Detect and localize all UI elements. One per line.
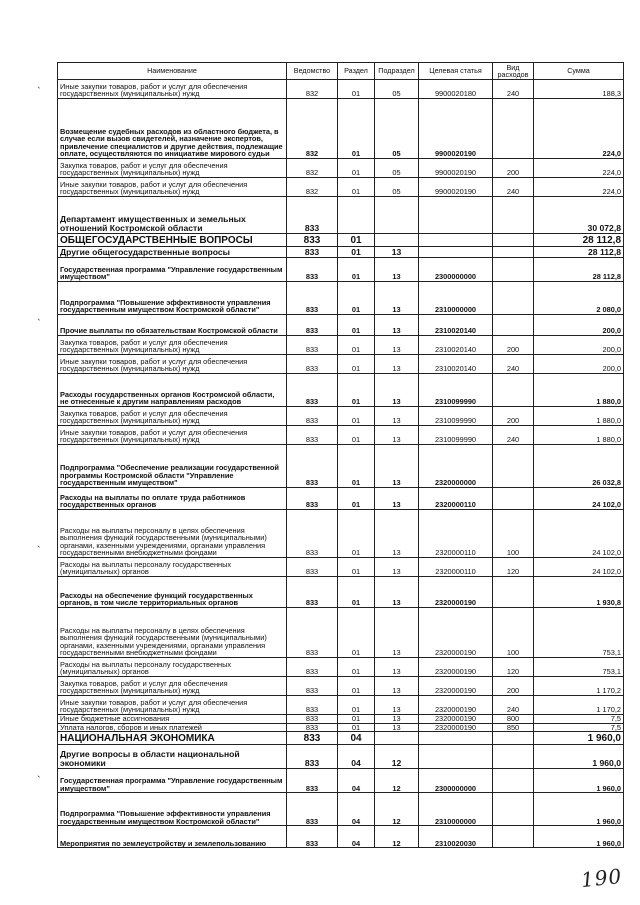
cell-type (493, 769, 534, 793)
cell-dept: 833 (287, 658, 338, 677)
cell-target: 9900020180 (419, 80, 493, 99)
cell-section: 01 (338, 80, 375, 99)
table-row (58, 258, 624, 282)
cell-target: 2320000190 (419, 608, 493, 658)
cell-subsection: 12 (375, 793, 419, 826)
header-dept: Ведомство (287, 63, 338, 80)
cell-subsection: 05 (375, 80, 419, 99)
cell-sum: 1 880,0 (534, 407, 624, 426)
cell-target: 2320000190 (419, 715, 493, 724)
cell-name: Государственная программа "Управление государственным имуществом" (58, 769, 287, 793)
cell-type (493, 315, 534, 336)
cell-sum: 200,0 (534, 355, 624, 374)
cell-target: 2310020140 (419, 315, 493, 336)
cell-dept: 833 (287, 577, 338, 608)
cell-type: 800 (493, 715, 534, 724)
cell-target: 2310099990 (419, 407, 493, 426)
cell-section: 01 (338, 608, 375, 658)
table-row (58, 247, 624, 258)
cell-section: 01 (338, 677, 375, 696)
cell-target: 2310020140 (419, 336, 493, 355)
cell-target: 9900020190 (419, 99, 493, 159)
cell-name: Расходы на выплаты персоналу в целях обеспечения выполнения функций государственными (муниципальными) органами, казенными учреждениями, органами управления государственными внебюджетными фондами (58, 608, 287, 658)
cell-name: Подпрограмма "Обеспечение реализации государственной программы Костромской области "Управление государственным имуществом" (58, 445, 287, 488)
cell-name: Уплата налогов, сборов и иных платежей (58, 723, 287, 732)
cell-target: 2310020030 (419, 826, 493, 848)
cell-section: 01 (338, 336, 375, 355)
cell-dept: 833 (287, 793, 338, 826)
cell-name: Прочие выплаты по обязательствам Костромской области (58, 315, 287, 336)
cell-target: 9900020190 (419, 159, 493, 178)
cell-type (493, 793, 534, 826)
cell-section: 01 (338, 426, 375, 445)
cell-dept: 833 (287, 488, 338, 510)
header-type: Вид расходов (493, 63, 534, 80)
cell-type: 200 (493, 407, 534, 426)
cell-subsection (375, 234, 419, 247)
cell-name: Расходы на выплаты персоналу государственных (муниципальных) органов (58, 658, 287, 677)
cell-dept: 833 (287, 608, 338, 658)
cell-type: 240 (493, 355, 534, 374)
cell-type: 120 (493, 558, 534, 577)
cell-section: 01 (338, 355, 375, 374)
cell-name: Подпрограмма "Повышение эффективности управления государственным имуществом Костромской области" (58, 282, 287, 315)
cell-name: Расходы на выплаты персоналу государственных (муниципальных) органов (58, 558, 287, 577)
cell-subsection: 13 (375, 426, 419, 445)
cell-subsection: 13 (375, 355, 419, 374)
cell-target: 2310099990 (419, 426, 493, 445)
cell-section (338, 197, 375, 234)
cell-sum: 1 960,0 (534, 826, 624, 848)
cell-sum: 24 102,0 (534, 488, 624, 510)
cell-sum: 7,5 (534, 715, 624, 724)
cell-dept: 833 (287, 374, 338, 407)
cell-section: 01 (338, 374, 375, 407)
header-subsection: Подраздел (375, 63, 419, 80)
cell-target (419, 732, 493, 745)
cell-section: 01 (338, 488, 375, 510)
cell-target: 2320000110 (419, 558, 493, 577)
cell-target: 2320000190 (419, 696, 493, 715)
cell-section: 01 (338, 445, 375, 488)
table-row (58, 336, 624, 355)
cell-type: 200 (493, 677, 534, 696)
cell-type: 850 (493, 723, 534, 732)
cell-type (493, 445, 534, 488)
cell-target (419, 234, 493, 247)
cell-section: 01 (338, 723, 375, 732)
handwritten-page-number: 190 (579, 863, 624, 893)
cell-subsection: 13 (375, 510, 419, 558)
cell-sum: 1 880,0 (534, 374, 624, 407)
margin-mark: ` (37, 318, 41, 330)
cell-section: 01 (338, 715, 375, 724)
cell-dept: 833 (287, 407, 338, 426)
cell-type (493, 577, 534, 608)
cell-name: Закупка товаров, работ и услуг для обеспечения государственных (муниципальных) нужд (58, 677, 287, 696)
cell-type: 100 (493, 608, 534, 658)
cell-subsection: 13 (375, 282, 419, 315)
table-row (58, 80, 624, 99)
cell-subsection: 13 (375, 488, 419, 510)
table-row (58, 769, 624, 793)
cell-section: 01 (338, 407, 375, 426)
table-row (58, 282, 624, 315)
cell-dept: 833 (287, 769, 338, 793)
cell-sum: 26 032,8 (534, 445, 624, 488)
cell-subsection: 13 (375, 315, 419, 336)
cell-subsection: 13 (375, 407, 419, 426)
cell-name: Другие вопросы в области национальной экономики (58, 745, 287, 769)
cell-name: Возмещение судебных расходов из областного бюджета, в случае если вызов свидетелей, назначение экспертов, привлечение специалистов и другие действия, подлежащие оплате, осуществляются по инициативе мирового судьи (58, 99, 287, 159)
table-row (58, 374, 624, 407)
cell-subsection: 12 (375, 745, 419, 769)
margin-mark: ` (37, 775, 41, 787)
cell-target: 2320000110 (419, 510, 493, 558)
table-row (58, 407, 624, 426)
cell-section: 04 (338, 793, 375, 826)
table-row (58, 426, 624, 445)
cell-section: 01 (338, 558, 375, 577)
cell-target: 2320000190 (419, 723, 493, 732)
cell-sum: 1 170,2 (534, 696, 624, 715)
cell-section: 01 (338, 282, 375, 315)
cell-section: 04 (338, 732, 375, 745)
cell-type (493, 99, 534, 159)
table-row (58, 510, 624, 558)
cell-target (419, 745, 493, 769)
cell-section: 01 (338, 258, 375, 282)
cell-target: 2310000000 (419, 282, 493, 315)
cell-subsection (375, 197, 419, 234)
cell-type (493, 745, 534, 769)
cell-sum: 753,1 (534, 608, 624, 658)
cell-target: 2300000000 (419, 769, 493, 793)
cell-sum: 200,0 (534, 336, 624, 355)
table-row (58, 793, 624, 826)
cell-sum: 1 930,8 (534, 577, 624, 608)
cell-type (493, 258, 534, 282)
table-row (58, 732, 624, 745)
cell-section: 01 (338, 99, 375, 159)
table-row (58, 99, 624, 159)
cell-dept: 833 (287, 745, 338, 769)
cell-type (493, 247, 534, 258)
cell-subsection: 13 (375, 247, 419, 258)
header-target: Целевая статья (419, 63, 493, 80)
cell-type: 240 (493, 178, 534, 197)
table-row (58, 234, 624, 247)
cell-dept: 833 (287, 315, 338, 336)
cell-target: 2320000000 (419, 445, 493, 488)
cell-dept: 832 (287, 178, 338, 197)
cell-type: 200 (493, 336, 534, 355)
table-header (58, 63, 624, 80)
cell-sum: 28 112,8 (534, 258, 624, 282)
table-row (58, 577, 624, 608)
cell-dept: 833 (287, 234, 338, 247)
cell-subsection: 13 (375, 558, 419, 577)
cell-name: Расходы на обеспечение функций государственных органов, в том числе территориальных органов (58, 577, 287, 608)
cell-name: Государственная программа "Управление государственным имуществом" (58, 258, 287, 282)
cell-type (493, 826, 534, 848)
cell-sum: 224,0 (534, 159, 624, 178)
cell-name: Иные закупки товаров, работ и услуг для обеспечения государственных (муниципальных) нужд (58, 426, 287, 445)
cell-dept: 833 (287, 247, 338, 258)
cell-subsection: 13 (375, 658, 419, 677)
table-row (58, 608, 624, 658)
cell-name: Иные закупки товаров, работ и услуг для обеспечения государственных (муниципальных) нужд (58, 178, 287, 197)
cell-target (419, 197, 493, 234)
cell-subsection: 13 (375, 577, 419, 608)
cell-type: 240 (493, 80, 534, 99)
cell-section: 04 (338, 769, 375, 793)
table-row (58, 178, 624, 197)
cell-sum: 1 960,0 (534, 732, 624, 745)
table-row (58, 658, 624, 677)
cell-subsection: 13 (375, 336, 419, 355)
cell-target: 2320000190 (419, 658, 493, 677)
cell-target (419, 247, 493, 258)
table-row (58, 715, 624, 724)
cell-sum: 2 080,0 (534, 282, 624, 315)
cell-subsection: 13 (375, 608, 419, 658)
cell-type: 120 (493, 658, 534, 677)
cell-target: 2320000190 (419, 577, 493, 608)
cell-sum: 1 170,2 (534, 677, 624, 696)
cell-subsection: 13 (375, 715, 419, 724)
cell-section: 01 (338, 658, 375, 677)
table-row (58, 696, 624, 715)
cell-sum: 28 112,8 (534, 234, 624, 247)
cell-name: Закупка товаров, работ и услуг для обеспечения государственных (муниципальных) нужд (58, 336, 287, 355)
table-row (58, 826, 624, 848)
cell-type (493, 488, 534, 510)
cell-sum: 30 072,8 (534, 197, 624, 234)
cell-type (493, 732, 534, 745)
cell-section: 01 (338, 696, 375, 715)
cell-name: Департамент имущественных и земельных отношений Костромской области (58, 197, 287, 234)
cell-section: 01 (338, 315, 375, 336)
table-row (58, 197, 624, 234)
cell-sum: 753,1 (534, 658, 624, 677)
cell-target: 2310020140 (419, 355, 493, 374)
cell-sum: 224,0 (534, 99, 624, 159)
cell-subsection: 13 (375, 677, 419, 696)
cell-type: 240 (493, 696, 534, 715)
cell-dept: 833 (287, 732, 338, 745)
cell-name: Расходы государственных органов Костромской области, не отнесенные к другим направлениям расходов (58, 374, 287, 407)
cell-name: Иные закупки товаров, работ и услуг для обеспечения государственных (муниципальных) нужд (58, 355, 287, 374)
cell-section: 01 (338, 159, 375, 178)
cell-target: 2300000000 (419, 258, 493, 282)
cell-sum: 188,3 (534, 80, 624, 99)
header-name: Наименование (58, 63, 287, 80)
cell-subsection: 13 (375, 696, 419, 715)
cell-dept: 833 (287, 426, 338, 445)
cell-name: Расходы на выплаты персоналу в целях обеспечения выполнения функций государственными (муниципальными) органами, казенными учреждениями, органами управления государственными внебюджетными фондами (58, 510, 287, 558)
cell-dept: 833 (287, 558, 338, 577)
cell-dept: 833 (287, 677, 338, 696)
cell-sum: 1 960,0 (534, 745, 624, 769)
cell-sum: 28 112,8 (534, 247, 624, 258)
cell-dept: 833 (287, 445, 338, 488)
cell-dept: 833 (287, 282, 338, 315)
cell-section: 01 (338, 510, 375, 558)
cell-dept: 833 (287, 510, 338, 558)
table-row (58, 558, 624, 577)
table-row (58, 677, 624, 696)
cell-section: 01 (338, 247, 375, 258)
cell-dept: 833 (287, 696, 338, 715)
cell-sum: 24 102,0 (534, 510, 624, 558)
margin-mark: ` (37, 86, 41, 98)
cell-type: 200 (493, 159, 534, 178)
cell-subsection: 13 (375, 723, 419, 732)
cell-type (493, 282, 534, 315)
cell-sum: 7,5 (534, 723, 624, 732)
cell-target: 2310000000 (419, 793, 493, 826)
cell-target: 2310099990 (419, 374, 493, 407)
cell-name: ОБЩЕГОСУДАРСТВЕННЫЕ ВОПРОСЫ (58, 234, 287, 247)
cell-section: 01 (338, 178, 375, 197)
cell-name: Мероприятия по землеустройству и землепользованию (58, 826, 287, 848)
cell-dept: 833 (287, 258, 338, 282)
header-section: Раздел (338, 63, 375, 80)
cell-name: Иные закупки товаров, работ и услуг для обеспечения государственных (муниципальных) нужд (58, 696, 287, 715)
cell-section: 01 (338, 577, 375, 608)
cell-name: НАЦИОНАЛЬНАЯ ЭКОНОМИКА (58, 732, 287, 745)
cell-sum: 1 960,0 (534, 793, 624, 826)
table-row (58, 723, 624, 732)
cell-target: 2320000190 (419, 677, 493, 696)
cell-section: 04 (338, 745, 375, 769)
cell-dept: 833 (287, 197, 338, 234)
cell-section: 01 (338, 234, 375, 247)
cell-name: Подпрограмма "Повышение эффективности управления государственным имуществом Костромской области" (58, 793, 287, 826)
cell-name: Иные бюджетные ассигнования (58, 715, 287, 724)
cell-sum: 224,0 (534, 178, 624, 197)
cell-name: Расходы на выплаты по оплате труда работников государственных органов (58, 488, 287, 510)
header-sum: Сумма (534, 63, 624, 80)
cell-subsection: 13 (375, 374, 419, 407)
budget-table (57, 62, 624, 848)
cell-subsection: 13 (375, 258, 419, 282)
cell-subsection: 05 (375, 159, 419, 178)
cell-sum: 1 880,0 (534, 426, 624, 445)
cell-dept: 833 (287, 355, 338, 374)
table-row (58, 159, 624, 178)
cell-dept: 832 (287, 99, 338, 159)
cell-sum: 24 102,0 (534, 558, 624, 577)
cell-dept: 833 (287, 723, 338, 732)
cell-type (493, 374, 534, 407)
cell-type (493, 197, 534, 234)
cell-name: Иные закупки товаров, работ и услуг для обеспечения государственных (муниципальных) нужд (58, 80, 287, 99)
cell-subsection: 12 (375, 769, 419, 793)
cell-type: 240 (493, 426, 534, 445)
cell-name: Закупка товаров, работ и услуг для обеспечения государственных (муниципальных) нужд (58, 407, 287, 426)
table-row (58, 445, 624, 488)
cell-name: Закупка товаров, работ и услуг для обеспечения государственных (муниципальных) нужд (58, 159, 287, 178)
cell-target: 2320000110 (419, 488, 493, 510)
table-row (58, 488, 624, 510)
cell-section: 04 (338, 826, 375, 848)
cell-subsection: 05 (375, 99, 419, 159)
cell-dept: 833 (287, 826, 338, 848)
cell-sum: 1 960,0 (534, 769, 624, 793)
margin-mark: ` (37, 545, 41, 557)
table-body (58, 80, 624, 848)
cell-type (493, 234, 534, 247)
cell-type: 100 (493, 510, 534, 558)
cell-subsection (375, 732, 419, 745)
cell-dept: 832 (287, 159, 338, 178)
cell-sum: 200,0 (534, 315, 624, 336)
cell-subsection: 05 (375, 178, 419, 197)
table-row (58, 315, 624, 336)
table-row (58, 745, 624, 769)
cell-target: 9900020190 (419, 178, 493, 197)
cell-dept: 832 (287, 80, 338, 99)
cell-name: Другие общегосударственные вопросы (58, 247, 287, 258)
cell-subsection: 13 (375, 445, 419, 488)
cell-dept: 833 (287, 336, 338, 355)
table-row (58, 355, 624, 374)
cell-subsection: 12 (375, 826, 419, 848)
cell-dept: 833 (287, 715, 338, 724)
